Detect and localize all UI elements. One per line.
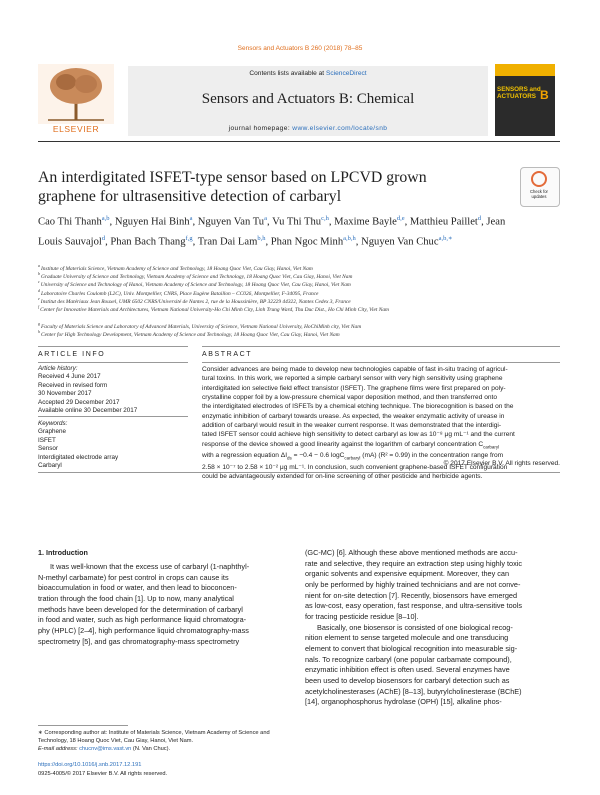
introduction-heading: 1. Introduction <box>38 548 88 557</box>
contents-prefix: Contents lists available at <box>249 70 326 77</box>
journal-cover-strip <box>495 64 555 76</box>
body-line: only be performed by highly trained technicians and are not conve- <box>305 579 521 589</box>
author-affiliation-marker[interactable]: a,b <box>101 215 110 222</box>
author-name[interactable]: Cao Thi Thanh <box>38 216 102 228</box>
journal-title: Sensors and Actuators B: Chemical <box>201 91 415 107</box>
author-affiliation-marker[interactable]: d <box>101 235 106 243</box>
author-separator: , <box>105 236 111 248</box>
article-info-rule-2 <box>38 362 188 363</box>
author-affiliation-marker[interactable]: b,h <box>257 235 266 243</box>
author-separator: , <box>404 216 410 228</box>
sciencedirect-link[interactable]: ScienceDirect <box>325 70 367 77</box>
affiliation-text: Institute of Materials Science, Vietnam Academy of Science and Technology, 18 Hoang Quoc Viet, Cau Giay, Hanoi, Viet Nam <box>41 265 313 272</box>
affiliation-text: Center for High Technology Development, Vietnam Academy of Science and Technology, 18 Hoang Quoc Viet, Cau Giay, Hanoi, Viet Nam <box>41 331 340 338</box>
article-history <box>38 365 188 415</box>
corresponding-author-footnote <box>38 730 293 754</box>
abstract-line: tural toxins. In this work, we reported a simple carbaryl sensor with very high sensitivity using graphene <box>202 375 503 383</box>
body-line: nals. To recognize carbaryl (one popular carbamate compound), <box>305 654 512 664</box>
email-link[interactable]: chucnv@ims.vast.vn <box>79 745 132 752</box>
author-affiliation-marker[interactable]: f,g <box>185 235 193 243</box>
history-item: Received in revised form <box>38 381 108 389</box>
body-line: nition element to sense targeted molecule and one transducing <box>305 633 509 643</box>
history-item: Accepted 29 December 2017 <box>38 398 120 406</box>
body-line: been used to develop biosensors for carbaryl detection such as <box>305 675 510 685</box>
author-name[interactable]: Matthieu Paillet <box>409 216 478 228</box>
affiliation-text: Graduate University of Science and Technology, Vietnam Academy of Science and Technology, 18 Hoang Quoc Viet, Cau Giay, Hanoi, Viet Nam <box>41 273 353 280</box>
body-line: (GC-MC) [6]. Although these above mentioned methods are accu- <box>305 548 518 557</box>
check-updates-icon <box>531 171 547 187</box>
author-name[interactable]: Phan Bach Thang <box>110 236 186 248</box>
keywords-block <box>38 420 188 470</box>
affiliation-marker: c <box>38 279 41 284</box>
abstract-rule <box>202 346 560 347</box>
abstract-copyright: © 2017 Elsevier B.V. All rights reserved. <box>443 460 560 467</box>
history-list <box>38 373 188 415</box>
body-line: rate and selective, they require an extraction step using highly toxic <box>305 558 523 568</box>
abstract-line: tated ISFET sensor could achieve high sensitivity to detect carbaryl as low as 10⁻⁸ μg mL⁻¹ and the current <box>202 431 515 439</box>
body-line: element to convert that biological recognition into measurable sig- <box>305 643 518 653</box>
author-name[interactable]: Maxime Bayle <box>334 216 397 228</box>
affiliation-marker: d <box>38 288 41 293</box>
author-name[interactable]: Phan Ngoc Minh <box>270 236 344 248</box>
body-line: organic solvents and expensive equipment. Moreover, they can <box>305 569 510 579</box>
abstract-line-text: response of the device showed a good linearity against the logarithm of carbaryl concentration C <box>202 440 484 448</box>
author-list <box>38 211 508 252</box>
author-separator: , <box>355 236 362 248</box>
body-line: spectrometry [5], and gas chromatography-mass spectrometry <box>38 636 240 646</box>
header-rule <box>38 141 560 142</box>
email-suffix: (N. Van Chuc). <box>131 745 171 752</box>
abstract-line: interdigitated ion selective field effect transistor (ISFET). The graphene films were first prepared on poly- <box>202 384 506 392</box>
history-item: Available online 30 December 2017 <box>38 407 138 415</box>
author-name[interactable]: Nguyen Van Tu <box>197 216 265 228</box>
author-affiliation-marker[interactable]: a,b,h <box>343 235 356 243</box>
author-affiliation-marker[interactable]: c,h <box>321 215 329 222</box>
abstract-line: Consider advances are being made to develop new technologies capable of fast in-situ tracing of agricul- <box>202 366 508 373</box>
author-name[interactable]: Nguyen Van Chuc <box>361 236 439 248</box>
body-line: for tracing pesticide residue [8–10]. <box>305 611 419 621</box>
author-name[interactable]: Nguyen Hai Binh <box>114 216 190 228</box>
keyword: Interdigitated electrode array <box>38 453 119 461</box>
abstract-subscript: carbaryl <box>344 455 361 461</box>
history-label: Article history: <box>38 365 78 372</box>
abstract-line: 2.58 × 10⁻⁷ to 2.58 × 10⁻² μg mL⁻¹. In conclusion, such convenient graphene-based ISFET configuration <box>202 464 508 472</box>
keywords-list <box>38 428 188 470</box>
check-updates-line1: Check for <box>530 189 548 194</box>
affiliation-text: Institut des Matériaux Jean Rouxel, UMR 6502 CNRS/Université de Nantes 2, rue de la Houssinière, BP 32229 44322, Nantes Cedex 3, France <box>40 298 351 305</box>
body-line: tration through the food chain [1]. Up to now, many analytical <box>38 593 234 603</box>
homepage-link[interactable]: www.elsevier.com/locate/snb <box>292 125 388 132</box>
homepage-prefix: journal homepage: <box>228 125 293 132</box>
body-line: N-methyl carbamate) for pest control in crops can cause its <box>38 572 229 582</box>
author-affiliation-marker[interactable]: a <box>189 215 193 222</box>
affiliation-marker: b <box>38 271 41 276</box>
author-separator: , <box>265 236 271 248</box>
affiliation-text: Faculty of Materials Science and Laboratory of Advanced Materials, University of Science, Vietnam National University, HoChiMinh city, Viet Nam <box>41 323 362 330</box>
affiliation <box>38 328 558 339</box>
journal-cover-letter: B <box>540 88 549 102</box>
keyword: ISFET <box>38 436 56 444</box>
journal-homepage <box>128 125 488 132</box>
body-rule <box>38 472 560 473</box>
body-line: phy (HPLC) [2–4], high performance liquid chromatography-mass <box>38 625 249 635</box>
abstract-line-text: (mA) (R² = 0.99) in the concentration range from <box>360 452 504 460</box>
author-affiliation-marker[interactable]: d <box>477 215 482 222</box>
keyword: Sensor <box>38 445 58 453</box>
check-updates-label <box>520 189 558 199</box>
author-separator: , <box>328 216 335 228</box>
body-line: Basically, one biosensor is consisted of one biological recog- <box>317 622 513 632</box>
author-separator: , <box>481 216 487 228</box>
author-separator: , <box>192 216 198 228</box>
affiliation-marker: a <box>38 263 41 268</box>
author-name[interactable]: Vu Thi Thu <box>272 216 322 228</box>
author-separator: , <box>109 216 115 228</box>
email-label: E-mail address: <box>38 745 80 752</box>
affiliation-text: University of Science and Technology of Hanoi, Vietnam Academy of Science and Technology, 18 Hoang Quoc Viet, Cau Giay, Hanoi, Viet Nam <box>40 281 351 288</box>
affiliation <box>38 303 558 314</box>
author-affiliation-marker[interactable]: a <box>264 215 267 222</box>
affiliation-marker: e <box>38 296 41 301</box>
corresponding-note: ∗ Corresponding author at: Institute of Materials Science, Vietnam Academy of Science and Technology, 18 Hoang Quoc Viet, Cau Giay, Hanoi, Viet Nam. <box>38 730 270 744</box>
history-item: Received 4 June 2017 <box>38 373 101 381</box>
author-name[interactable]: Tran Dai Lam <box>197 236 258 248</box>
abstract-line: the interdigitated electrodes of ISFETs by a chemical etching technique. The biorecognition is based on the <box>202 403 514 411</box>
intro-right-column <box>305 548 560 708</box>
abstract-line: crystalline copper foil by a low-pressure chemical vapor deposition method, and then transferred onto <box>202 394 498 402</box>
author-separator: , <box>192 236 198 248</box>
abstract-rule-2 <box>202 362 560 363</box>
body-line: [14], organophosphorus hydrolase (OPH) [15], alkaline phos- <box>305 697 502 707</box>
author-affiliation-marker[interactable]: d,e <box>396 215 405 222</box>
running-head: Sensors and Actuators B 260 (2018) 78–85 <box>237 45 363 52</box>
abstract-line-text: = −0.4 − 0.6 logC <box>291 452 345 460</box>
journal-cover-title: SENSORS and ACTUATORS <box>497 86 541 100</box>
author-affiliation-marker[interactable]: a,b,∗ <box>438 235 453 243</box>
body-line: methods have been developed for the determination of carbaryl <box>38 604 243 614</box>
body-line: as low-cost, easy operation, fast response, and ultra-sensitive tools <box>305 601 522 611</box>
body-line: in food and water, such as high performance liquid chromatogra- <box>38 615 247 625</box>
article-info-heading: ARTICLE INFO <box>38 351 106 358</box>
affiliation-marker: f <box>38 304 41 309</box>
abstract-line <box>202 440 560 452</box>
keywords-rule <box>38 416 188 417</box>
history-item: 30 November 2017 <box>38 390 92 398</box>
abstract-subscript: carbaryl <box>483 444 500 450</box>
intro-left-column <box>38 562 293 647</box>
affiliation-marker: g <box>38 321 41 326</box>
body-line: bioaccumulation in food or water, and then lead to bioconcen- <box>38 583 237 593</box>
contents-line <box>128 70 488 77</box>
body-line: nient for on-site detection [7]. Recently, biosensors have emerged <box>305 590 517 600</box>
keyword: Graphene <box>38 428 67 436</box>
body-line: It was well-known that the excess use of carbaryl (1-naphthyl- <box>50 562 250 571</box>
abstract-line: enzymatic inhibition of carbaryl towards urease. As expected, the weaker enzymatic activity of urease in <box>202 412 505 420</box>
keyword: Carbaryl <box>38 462 62 470</box>
email-line <box>38 746 293 754</box>
author-separator: , <box>266 216 273 228</box>
keywords-label: Keywords: <box>38 420 68 427</box>
abstract-line: could be advantageously extended for on-line screening of other pesticide and herbicide agents. <box>202 473 483 481</box>
author-name[interactable]: Jean Louis Sauvajol <box>38 216 506 248</box>
abstract-line-text: with a regression equation ΔI <box>202 452 288 460</box>
footnote-rule <box>38 725 128 726</box>
elsevier-wordmark: ELSEVIER <box>52 124 100 134</box>
body-line: enzymatic inhibition effect is often used. Several enzymes have <box>305 665 510 675</box>
article-title: An interdigitated ISFET-type sensor based on LPCVD grown graphene for ultrasensitive detection of carbaryl <box>38 169 427 205</box>
issn-line: 0925-4005/© 2017 Elsevier B.V. All rights reserved. <box>38 771 168 777</box>
abstract-line: addition of carbaryl would result in the weaker current response. It was demonstrated that the interdigi- <box>202 422 502 430</box>
doi-link[interactable]: https://doi.org/10.1016/j.snb.2017.12.191 <box>38 762 142 768</box>
article-info-rule <box>38 346 188 347</box>
affiliation-text: Laboratoire Charles Coulomb (L2C), Univ. Montpellier, CNRS, Place Eugène Bataillon – CC026, Montpellier, F-34095, France <box>41 290 319 297</box>
affiliation-marker: h <box>38 329 41 334</box>
affiliation-text: Center for Innovative Materials and Architectures, Vietnam National University-Ho Chi Minh City, Linh Trung Ward, Thu Duc Dist., Ho Chi Minh City, Viet Nam <box>40 306 389 313</box>
abstract-heading: ABSTRACT <box>202 351 253 358</box>
check-updates-line2: updates <box>531 194 547 199</box>
body-line: acetylcholinesterases (AChE) [8–13], butyrylcholinesterase (BChE) <box>305 686 522 696</box>
abstract-subscript: ds <box>287 455 292 461</box>
